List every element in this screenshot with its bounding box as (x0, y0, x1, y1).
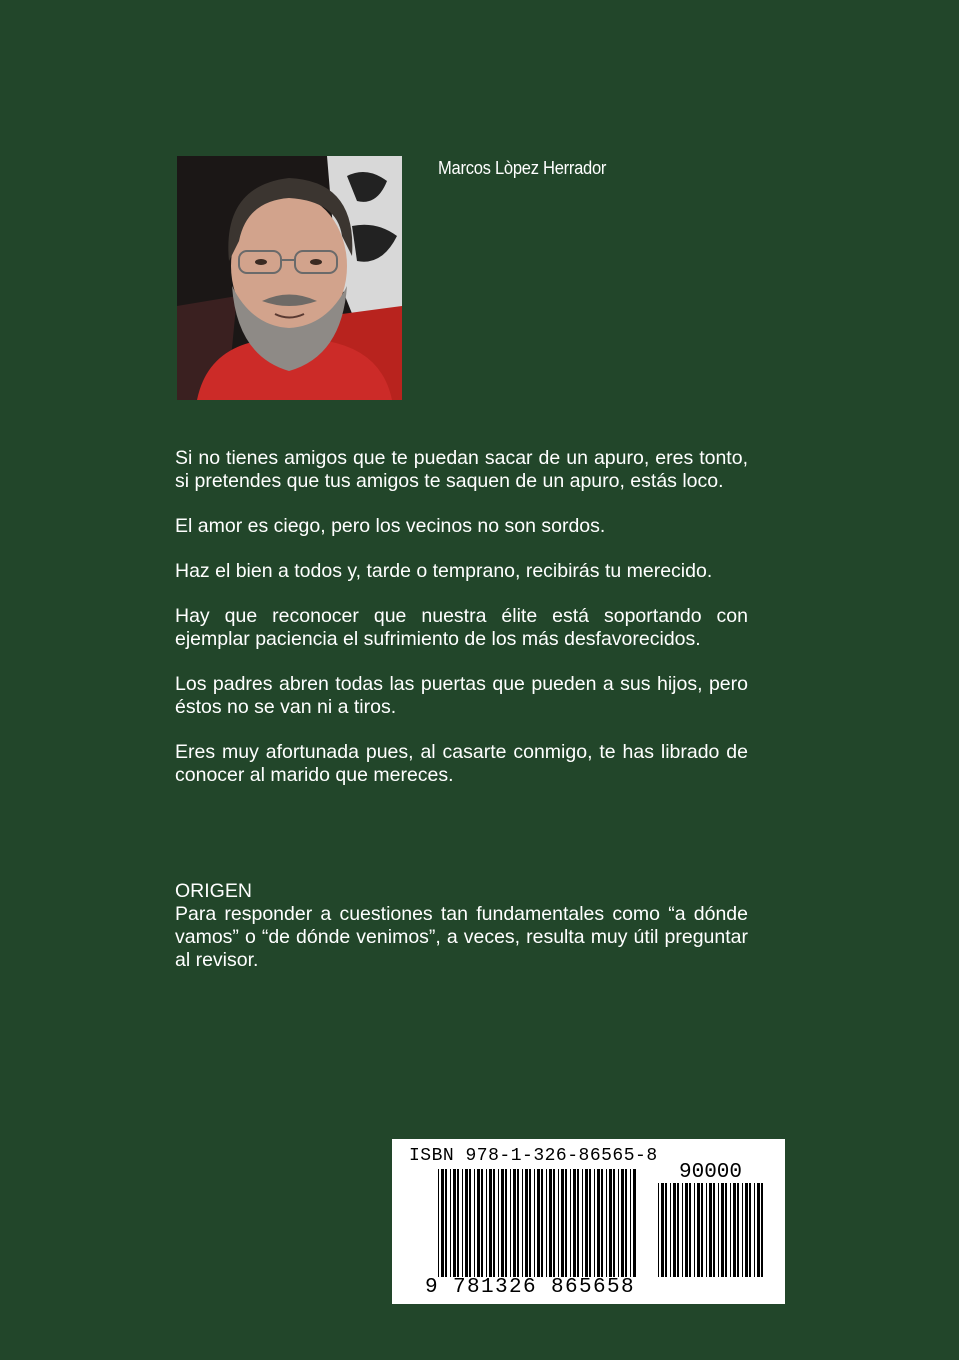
origin-heading: ORIGEN (175, 880, 252, 902)
quote-item: Haz el bien a todos y, tarde o temprano, recibirás tu merecido. (175, 560, 713, 582)
origin-text: Para responder a cuestiones tan fundamentales como “a dónde vamos” o “de dónde venimos”, a veces, resulta muy útil preguntar al revisor. (175, 903, 748, 971)
isbn-label: ISBN 978-1-326-86565-8 (409, 1146, 658, 1166)
isbn-barcode (392, 1139, 785, 1304)
quote-item: Hay que reconocer que nuestra élite está soportando con ejemplar paciencia el sufrimiento de los más desfavorecidos. (175, 605, 748, 650)
quote-item: Los padres abren todas las puertas que pueden a sus hijos, pero éstos no se van ni a tiros. (175, 673, 748, 718)
quote-item: Si no tienes amigos que te puedan sacar de un apuro, eres tonto, si pretendes que tus amigos te saquen de un apuro, estás loco. (175, 447, 748, 492)
barcode-digits: 9 781326 865658 (425, 1276, 636, 1299)
quotes-list (175, 447, 748, 809)
author-name: Marcos Lòpez Herrador (438, 158, 607, 178)
quote-item: El amor es ciego, pero los vecinos no son sordos. (175, 515, 606, 537)
origin-section (175, 880, 748, 972)
barcode-addon: 90000 (679, 1161, 743, 1184)
quote-item: Eres muy afortunada pues, al casarte conmigo, te has librado de conocer al marido que mereces. (175, 741, 748, 786)
author-photo (177, 156, 402, 400)
author-portrait-image (177, 156, 402, 400)
